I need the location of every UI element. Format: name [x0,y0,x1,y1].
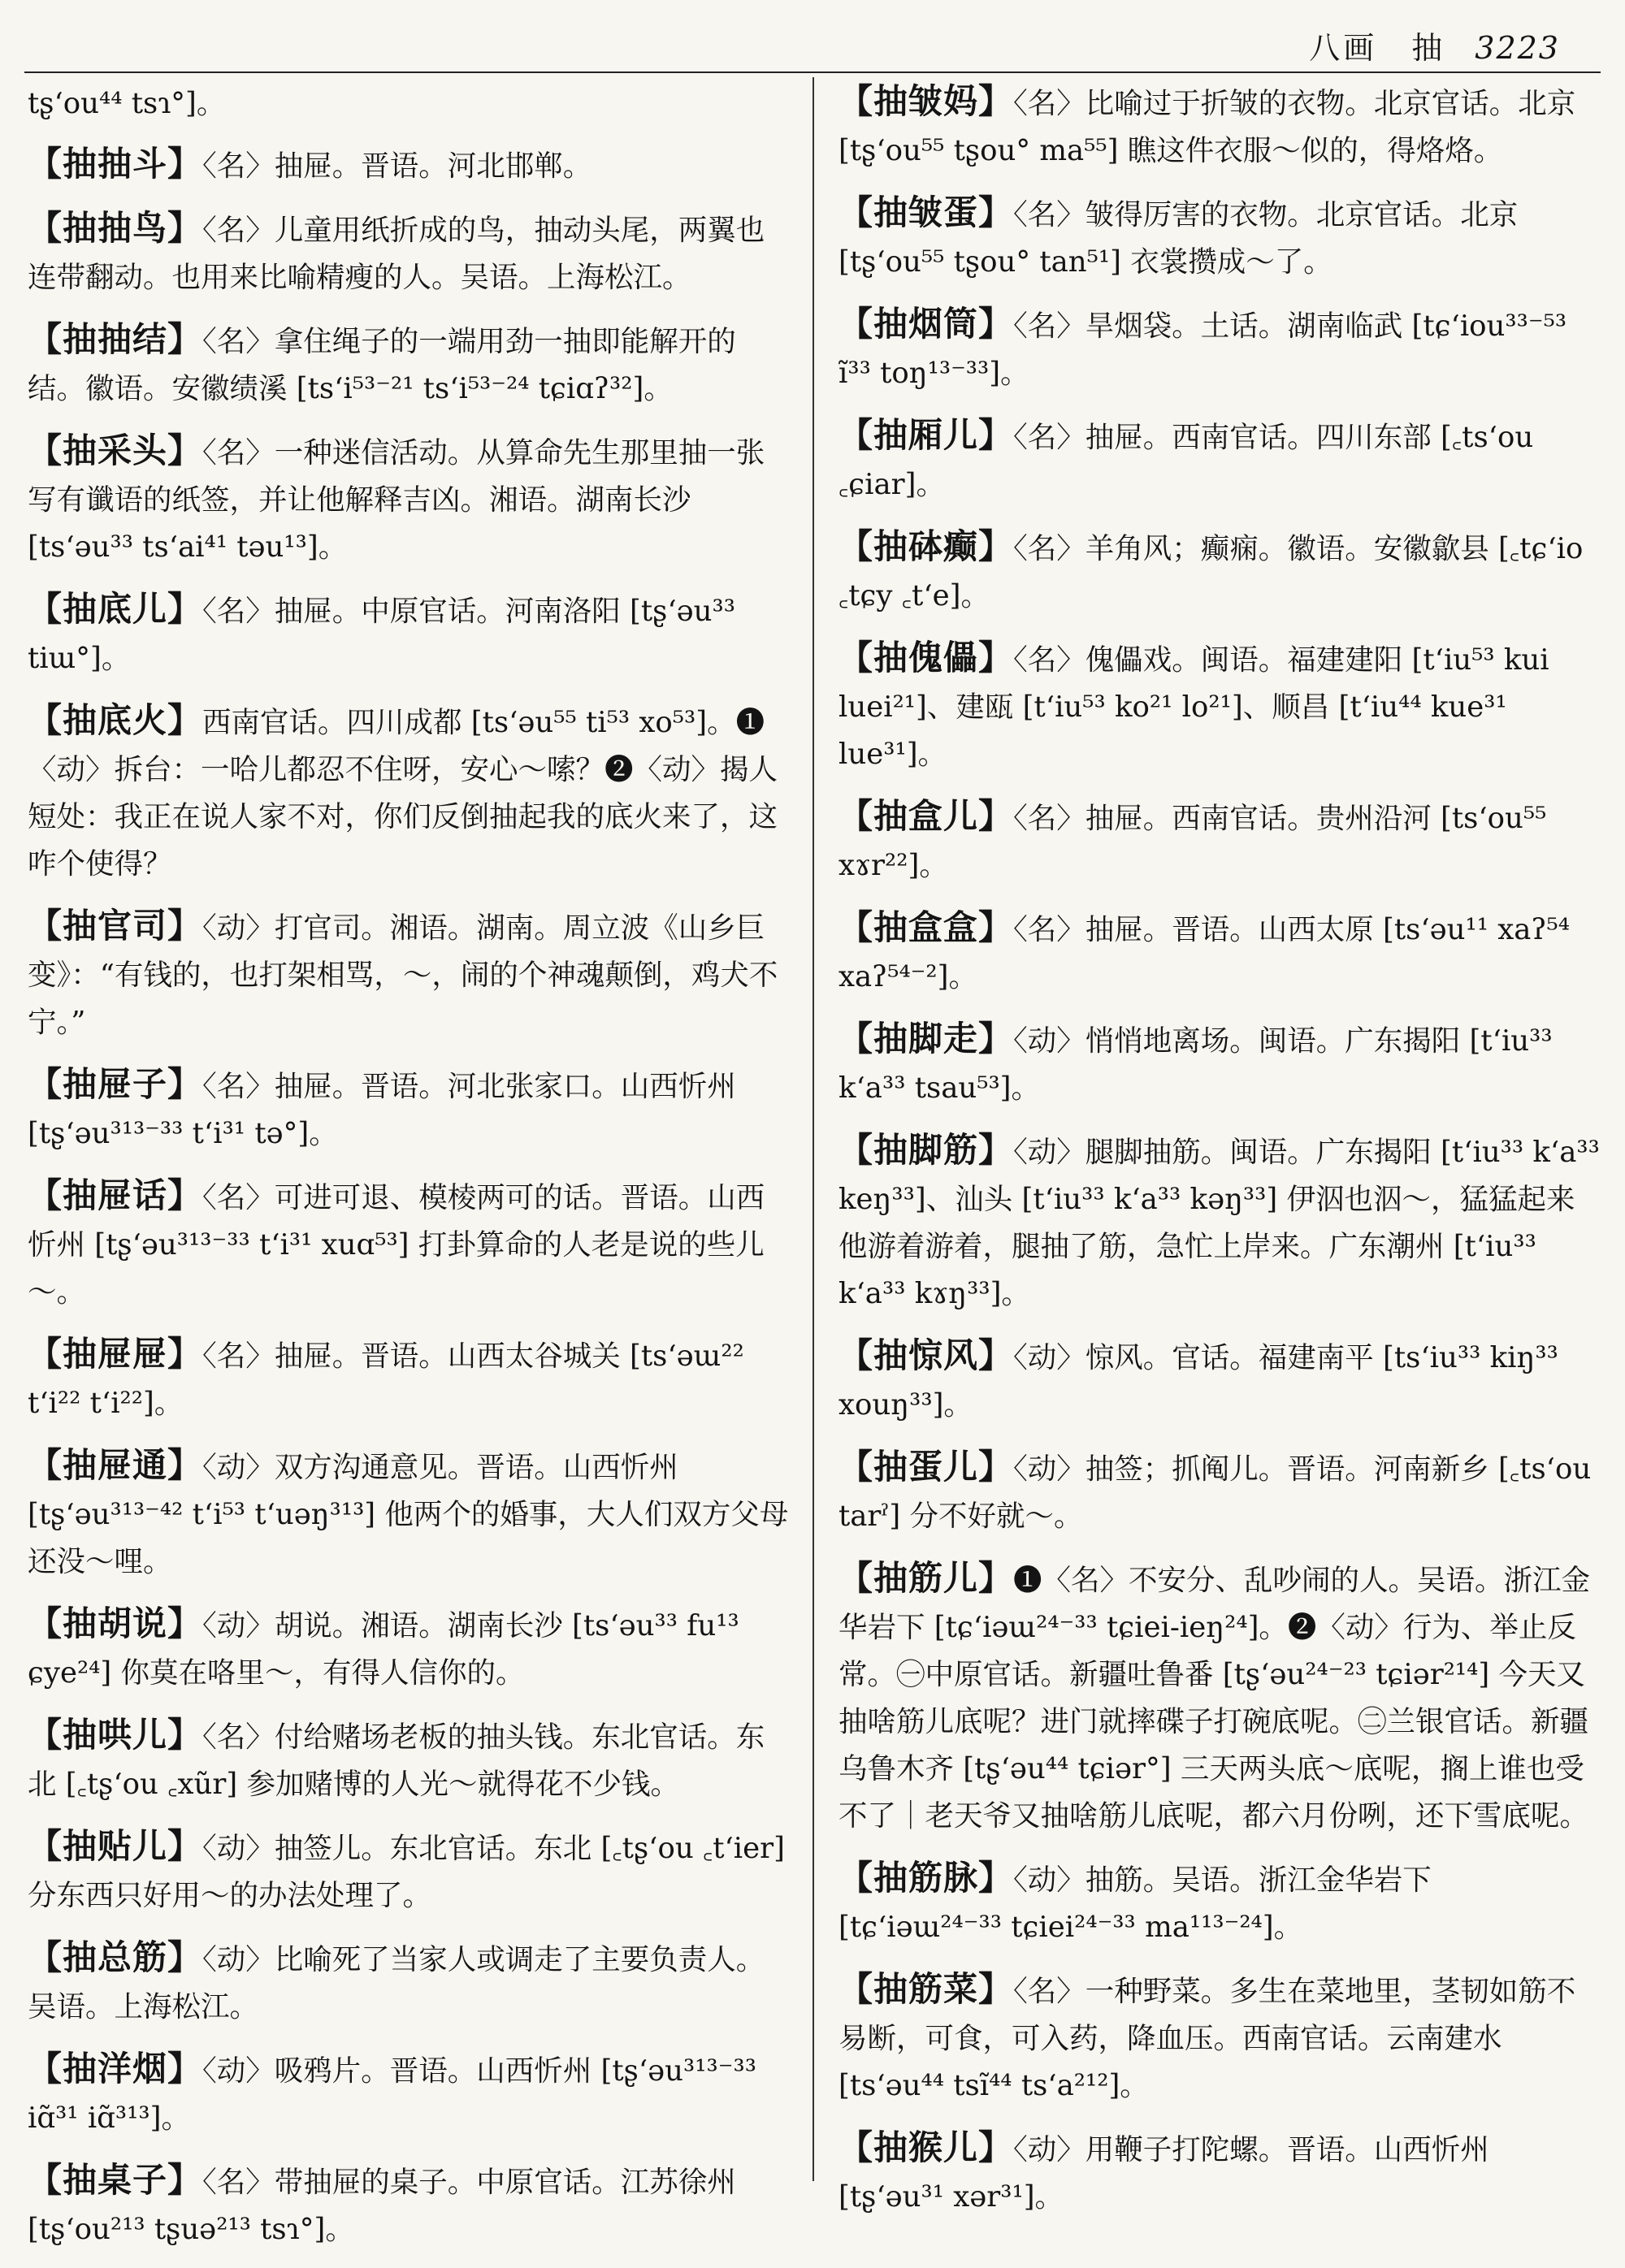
dictionary-entry [28,141,791,190]
definition: 西南官话。四川成都 [ts‘əu⁵⁵ ti⁵³ xo⁵³]。❶〈动〉拆台：一哈儿都忍不住呀，安心～嗦？❷〈动〉揭人短处：我正在说人家不对，你们反倒抽起我的底火来了，这咋个使得？ [28,706,778,881]
headword: 【抽惊风】 [838,1335,1014,1375]
running-header [1309,23,1560,67]
definition: 〈名〉带抽屉的桌子。中原官话。江苏徐州 [tʂ‘ou²¹³ tʂuə²¹³ tsɿ°]。 [28,2166,736,2246]
dictionary-entry [838,634,1602,778]
definition: 〈名〉比喻过于折皱的衣物。北京官话。北京 [tʂ‘ou⁵⁵ tʂou° ma⁵⁵] 瞧这件衣服～似的，得烙烙。 [838,87,1576,167]
definition: 〈名〉羊角风；癫痫。徽语。安徽歙县 [꜀tɕ‘io ꜀tɕy ꜀t‘e]。 [838,532,1584,612]
definition: 〈动〉用鞭子打陀螺。晋语。山西忻州 [tʂ‘əu³¹ xər³¹]。 [838,2133,1489,2214]
dictionary-entry [838,1127,1602,1318]
headword: 【抽贴儿】 [28,1826,203,1866]
right-column [838,78,1602,2236]
dictionary-entry [838,1855,1602,1951]
definition: 〈名〉抽屉。晋语。山西太原 [ts‘əu¹¹ xaʔ⁵⁴ xaʔ⁵⁴⁻²]。 [838,913,1570,993]
dictionary-entry [28,697,791,888]
dictionary-entry [28,205,791,301]
definition: 〈名〉一种迷信活动。从算命先生那里抽一张写有谶语的纸签，并让他解释吉凶。湘语。湖南长沙 [ts‘əu³³ ts‘ai⁴¹ təu¹³]。 [28,436,765,564]
headword: 【抽底火】 [28,700,203,740]
definition: 〈名〉傀儡戏。闽语。福建建阳 [t‘iu⁵³ kui luei²¹]、建瓯 [t‘iu⁵³ ko²¹ lo²¹]、顺昌 [t‘iu⁴⁴ kue³¹ lue³¹]。 [838,643,1549,771]
definition: 〈动〉惊风。官话。福建南平 [ts‘iu³³ kiŋ³³ xouŋ³³]。 [838,1341,1558,1422]
headword: 【抽胡说】 [28,1604,203,1643]
headword: 【抽总筋】 [28,1937,203,1977]
dictionary-entry [838,1443,1602,1540]
definition: 〈动〉吸鸦片。晋语。山西忻州 [tʂ‘əu³¹³⁻³³ iɑ̃³¹ iɑ̃³¹³]。 [28,2054,756,2135]
dictionary-entry [838,1555,1602,1840]
headword: 【抽脚筋】 [838,1130,1014,1170]
headword: 【抽屉屉】 [28,1334,203,1374]
definition: 〈名〉抽屉。晋语。河北张家口。山西忻州 [tʂ‘əu³¹³⁻³³ t‘i³¹ tə°]。 [28,1070,736,1150]
headword: 【抽蛋儿】 [838,1447,1014,1487]
section-label: 八画 抽 [1309,30,1446,66]
headword: 【抽抽鸟】 [28,208,203,248]
dictionary-entry [838,793,1602,889]
dictionary-entry [28,1331,791,1427]
definition: 〈动〉比喻死了当家人或调走了主要负责人。吴语。上海松江。 [28,1943,765,2023]
definition: 〈名〉皱得厉害的衣物。北京官话。北京 [tʂ‘ou⁵⁵ tʂou° tan⁵¹] 衣裳攒成～了。 [838,198,1519,279]
dictionary-entry [838,189,1602,286]
headword: 【抽底儿】 [28,589,203,629]
definition: 〈动〉双方沟通意见。晋语。山西忻州 [tʂ‘əu³¹³⁻⁴² t‘i⁵³ t‘uəŋ³¹³] 他两个的婚事，大人们双方父母还没～哩。 [28,1451,789,1578]
dictionary-entry [838,1015,1602,1112]
headword: 【抽烟筒】 [838,304,1014,344]
definition: 〈动〉胡说。湘语。湖南长沙 [ts‘əu³³ fu¹³ ɕye²⁴] 你莫在咯里～，有得人信你的。 [28,1609,739,1690]
definition: 〈名〉可进可退、模棱两可的话。晋语。山西忻州 [tʂ‘əu³¹³⁻³³ t‘i³¹ xuɑ⁵³] 打卦算命的人老是说的些儿～。 [28,1181,765,1309]
dictionary-entry [838,1966,1602,2110]
dictionary-entry [28,1172,791,1316]
headword: 【抽桌子】 [28,2160,203,2200]
dictionary-entry [28,1061,791,1158]
dictionary-entry [838,412,1602,509]
dictionary-entry [28,2045,791,2142]
dictionary-entry [28,1712,791,1808]
dictionary-entry [838,904,1602,1001]
definition: 〈名〉旱烟袋。土话。湖南临武 [tɕ‘iou³³⁻⁵³ ĩ³³ toŋ¹³⁻³³]。 [838,309,1567,390]
dictionary-entry [28,316,791,413]
definition: 〈名〉抽屉。西南官话。贵州沿河 [ts‘ou⁵⁵ xɤr²²]。 [838,802,1547,882]
headword: 【抽官司】 [28,906,203,946]
definition: 〈动〉悄悄地离场。闽语。广东揭阳 [t‘iu³³ k‘a³³ tsau⁵³]。 [838,1024,1553,1105]
headword: 【抽抽斗】 [28,144,203,184]
definition: 〈动〉腿脚抽筋。闽语。广东揭阳 [t‘iu³³ k‘a³³ keŋ³³]、汕头 [t‘iu³³ k‘a³³ kəŋ³³] 伊泅也泅～，猛猛起来他游着游着，腿抽了筋，急忙上岸来。广东潮州 [t‘iu³³ k‘a³³ kɤŋ³³]。 [838,1136,1600,1310]
headword: 【抽筋菜】 [838,1969,1014,2009]
dictionary-entry [838,2124,1602,2221]
definition: tʂ‘ou⁴⁴ tsɿ°]。 [28,87,226,120]
headword: 【抽哄儿】 [28,1715,203,1755]
headword: 【抽屉话】 [28,1175,203,1215]
definition: 〈名〉拿住绳子的一端用劲一抽即能解开的结。徽语。安徽绩溪 [ts‘i⁵³⁻²¹ ts‘i⁵³⁻²⁴ tɕiɑʔ³²]。 [28,325,736,405]
dictionary-entry [28,427,791,571]
headword: 【抽采头】 [28,431,203,470]
dictionary-entry [838,523,1602,620]
dictionary-entry [28,1600,791,1697]
headword: 【抽筋脉】 [838,1858,1014,1898]
definition: 〈动〉打官司。湘语。湖南。周立波《山乡巨变》：“有钱的，也打架相骂，～，闹的个神魂颠倒，鸡犬不宁。” [28,911,778,1039]
definition: 〈名〉抽屉。晋语。山西太谷城关 [ts‘əɯ²² t‘i²² t‘i²²]。 [28,1340,744,1420]
definition: ❶〈名〉不安分、乱吵闹的人。吴语。浙江金华岩下 [tɕ‘iəɯ²⁴⁻³³ tɕiei-ieŋ²⁴]。❷〈动〉行为、举止反常。㊀中原官话。新疆吐鲁番 [tʂ‘əu²⁴⁻²³ tɕiər²¹⁴] 今天又抽啥筋儿底呢？进门就摔碟子打碗底呢。㊁兰银官话。新疆乌鲁木齐 [tʂ‘əu⁴⁴ tɕiər°] 三天两头底～底呢，搁上谁也受不了｜老天爷又抽啥筋儿底呢，都六月份咧，还下雪底呢。 [838,1564,1591,1833]
header-rule [24,71,1601,73]
headword: 【抽猴儿】 [838,2127,1014,2167]
definition: 〈动〉抽签儿。东北官话。东北 [꜀tʂ‘ou ꜀t‘ier] 分东西只好用～的办法处理了。 [28,1832,785,1912]
dictionary-entry [28,1823,791,1920]
definition: 〈名〉抽屉。西南官话。四川东部 [꜀ts‘ou ꜀ɕiar]。 [838,421,1534,501]
headword: 【抽屉子】 [28,1064,203,1104]
column-divider [812,77,814,2181]
definition: 〈动〉抽筋。吴语。浙江金华岩下 [tɕ‘iəɯ²⁴⁻³³ tɕiei²⁴⁻³³ ma¹¹³⁻²⁴]。 [838,1863,1432,1944]
definition: 〈名〉抽屉。中原官话。河南洛阳 [tʂ‘əu³³ tiɯ°]。 [28,595,736,675]
headword: 【抽屉通】 [28,1445,203,1485]
dictionary-entry [28,1442,791,1586]
headword: 【抽厢儿】 [838,415,1014,455]
dictionary-entry [28,78,791,128]
definition: 〈名〉抽屉。晋语。河北邯郸。 [202,149,592,183]
headword: 【抽傀儡】 [838,638,1014,677]
headword: 【抽皱蛋】 [838,193,1014,232]
headword: 【抽盒儿】 [838,796,1014,836]
definition: 〈名〉一种野菜。多生在菜地里，茎韧如筋不易断，可食，可入药，降血压。西南官话。云南建水 [ts‘əu⁴⁴ tsĩ⁴⁴ ts‘a²¹²]。 [838,1975,1576,2102]
headword: 【抽抽结】 [28,319,203,359]
headword: 【抽盒盒】 [838,907,1014,947]
definition: 〈动〉抽签；抓阄儿。晋语。河南新乡 [꜀ts‘ou tarˀ] 分不好就～。 [838,1452,1592,1533]
dictionary-entry [28,586,791,682]
definition: 〈名〉付给赌场老板的抽头钱。东北官话。东北 [꜀tʂ‘ou ꜀xũr] 参加赌博的人光～就得花不少钱。 [28,1720,765,1801]
dictionary-entry [838,1332,1602,1429]
dictionary-entry [28,902,791,1046]
dictionary-entry [838,301,1602,397]
headword: 【抽筋儿】 [838,1558,1014,1598]
dictionary-entry [28,1934,791,2031]
dictionary-entry [28,2157,791,2253]
page-number: 3223 [1475,30,1560,66]
headword: 【抽砵癫】 [838,526,1014,566]
definition: 〈名〉儿童用纸折成的鸟，抽动头尾，两翼也连带翻动。也用来比喻精瘦的人。吴语。上海松江。 [28,214,765,294]
headword: 【抽皱妈】 [838,81,1014,121]
headword: 【抽洋烟】 [28,2049,203,2088]
dictionary-entry [838,78,1602,175]
left-column [28,78,791,2268]
headword: 【抽脚走】 [838,1019,1014,1058]
